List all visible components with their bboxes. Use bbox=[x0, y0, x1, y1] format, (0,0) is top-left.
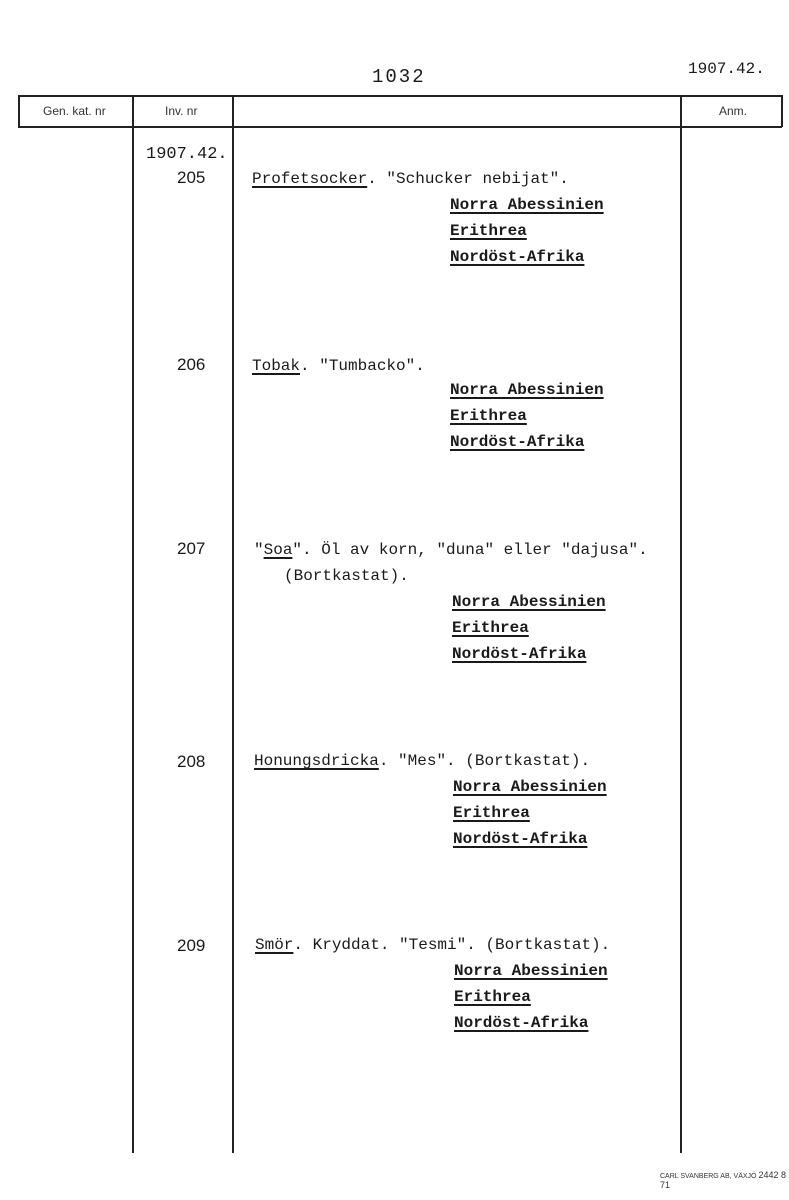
catalog-entry bbox=[0, 539, 789, 739]
column-header-gen-kat-nr: Gen. kat. nr bbox=[43, 104, 106, 118]
column-divider bbox=[18, 95, 20, 127]
place-country: Erithrea bbox=[450, 407, 527, 425]
place-country: Erithrea bbox=[453, 804, 530, 822]
place-area: Nordöst-Afrika bbox=[450, 248, 585, 266]
entry-title: Soa bbox=[263, 541, 293, 559]
place-country: Erithrea bbox=[450, 222, 527, 240]
catalog-reference: 1907.42. bbox=[688, 60, 765, 78]
entry-number: 209 bbox=[177, 936, 206, 955]
catalog-entry bbox=[0, 168, 789, 368]
entry-description bbox=[252, 170, 569, 188]
column-header-inv-nr: Inv. nr bbox=[165, 104, 198, 118]
entry-title: Tobak bbox=[252, 357, 301, 375]
entry-note: (Bortkastat). bbox=[284, 567, 409, 585]
place-area: Nordöst-Afrika bbox=[454, 1014, 589, 1032]
place-region: Norra Abessinien bbox=[450, 381, 604, 399]
entry-description bbox=[255, 936, 610, 954]
entry-title: Honungsdricka bbox=[254, 752, 379, 770]
entry-number: 207 bbox=[177, 539, 206, 558]
entry-description bbox=[252, 357, 425, 375]
column-header-anm: Anm. bbox=[719, 104, 748, 118]
printer-name: CARL SVANBERG AB, VÄXJÖ bbox=[660, 1173, 757, 1180]
place-country: Erithrea bbox=[452, 619, 529, 637]
form-code: 2442 8 71 bbox=[660, 1170, 786, 1190]
page-number: 1032 bbox=[372, 66, 426, 88]
place-region: Norra Abessinien bbox=[452, 593, 606, 611]
inventory-prefix: 1907.42. bbox=[146, 145, 228, 164]
quote-mark: " bbox=[254, 541, 264, 559]
column-divider bbox=[781, 95, 783, 127]
entry-number: 208 bbox=[177, 752, 206, 771]
entry-number: 206 bbox=[177, 355, 206, 374]
place-area: Nordöst-Afrika bbox=[452, 645, 587, 663]
entry-text: . "Tumbacko". bbox=[300, 357, 425, 375]
catalog-entry bbox=[0, 936, 789, 1136]
place-country: Erithrea bbox=[454, 988, 531, 1006]
place-region: Norra Abessinien bbox=[453, 778, 607, 796]
entry-text: . Kryddat. "Tesmi". (Bortkastat). bbox=[293, 936, 611, 954]
catalog-entry bbox=[0, 355, 789, 555]
entry-text: ". Öl av korn, "duna" eller "dajusa". bbox=[292, 541, 648, 559]
catalog-entry bbox=[0, 752, 789, 952]
entry-title: Smör bbox=[255, 936, 294, 954]
entry-description bbox=[254, 752, 590, 770]
place-region: Norra Abessinien bbox=[454, 962, 608, 980]
entry-title: Profetsocker bbox=[252, 170, 368, 188]
printer-imprint bbox=[660, 1170, 789, 1190]
entry-description bbox=[254, 541, 648, 559]
entry-text: . "Mes". (Bortkastat). bbox=[378, 752, 591, 770]
place-region: Norra Abessinien bbox=[450, 196, 604, 214]
entry-text: . "Schucker nebijat". bbox=[367, 170, 569, 188]
place-area: Nordöst-Afrika bbox=[450, 433, 585, 451]
place-area: Nordöst-Afrika bbox=[453, 830, 588, 848]
entry-number: 205 bbox=[177, 168, 206, 187]
